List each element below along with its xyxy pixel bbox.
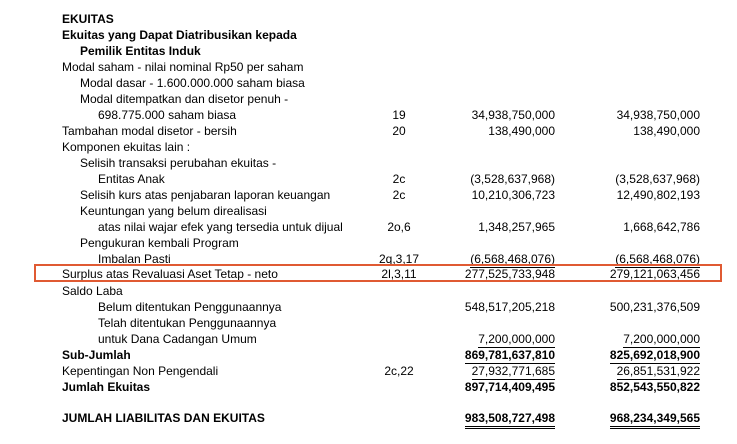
row-note: 2c — [392, 172, 406, 186]
row-value-current: 897,714,409,495 — [464, 380, 555, 394]
row-label: untuk Dana Cadangan Umum — [98, 332, 257, 346]
row-label: Imbalan Pasti — [98, 252, 171, 266]
row-label: Modal ditempatkan dan disetor penuh - — [80, 92, 289, 106]
row-value-current: 548,517,205,218 — [464, 300, 555, 314]
row-label: Telah ditentukan Penggunaannya — [98, 316, 277, 330]
row-note: 19 — [392, 108, 406, 122]
row-label: Selisih kurs atas penjabaran laporan keuangan — [80, 188, 331, 202]
appropriated-row — [0, 315, 737, 331]
row-label: Komponen ekuitas lain : — [62, 140, 191, 154]
row-label: Keuntungan yang belum direalisasi — [80, 204, 267, 218]
row-label: Tambahan modal disetor - bersih — [62, 124, 237, 138]
row-label: Sub-Jumlah — [62, 348, 131, 362]
row-label: Modal saham - nilai nominal Rp50 per saham — [62, 60, 304, 74]
non-controlling-row — [0, 363, 737, 379]
row-value-prior: (6,568,468,076) — [615, 252, 700, 266]
row-label: Kepentingan Non Pengendali — [62, 364, 219, 378]
row-value-prior: 825,692,018,900 — [609, 348, 700, 362]
row-value-current: 869,781,637,810 — [464, 348, 555, 362]
authorized-capital-row — [0, 75, 737, 91]
row-note: 2o,6 — [387, 220, 411, 234]
other-equity-row — [0, 139, 737, 155]
row-note: 2c — [392, 188, 406, 202]
row-label: Modal dasar - 1.600.000.000 saham biasa — [80, 76, 305, 90]
row-label: atas nilai wajar efek yang tersedia untuk dijual — [98, 220, 343, 234]
retained-earnings-row — [0, 283, 737, 299]
row-note: 2c,22 — [384, 364, 414, 378]
row-label: Belum ditentukan Penggunaannya — [98, 300, 282, 314]
row-value-prior: 138,490,000 — [633, 124, 700, 138]
remeasurement-row — [0, 235, 737, 251]
row-label: 698.775.000 saham biasa — [98, 108, 237, 122]
row-value-current: (3,528,637,968) — [470, 172, 555, 186]
subsidiary-equity-change-row — [0, 155, 737, 171]
row-label: Pengukuran kembali Program — [80, 236, 239, 250]
row-value-prior: 968,234,349,565 — [610, 410, 700, 429]
row-value-current: 138,490,000 — [488, 124, 555, 138]
row-value-prior: 26,851,531,922 — [616, 364, 700, 378]
row-value-current: 34,938,750,000 — [471, 108, 555, 122]
row-note: 20 — [392, 124, 406, 138]
parent-owners-row — [0, 43, 737, 59]
row-label: Saldo Laba — [62, 284, 123, 298]
row-value-current: 10,210,306,723 — [471, 188, 555, 202]
row-value-prior: (3,528,637,968) — [615, 172, 700, 186]
share-capital-row — [0, 59, 737, 75]
row-value-prior: 34,938,750,000 — [616, 108, 700, 122]
row-label: Pemilik Entitas Induk — [80, 44, 201, 58]
row-value-current: 7,200,000,000 — [478, 332, 555, 346]
equity-header-row — [0, 11, 737, 27]
row-label: Ekuitas yang Dapat Diatribusikan kepada — [62, 28, 297, 42]
row-label: Surplus atas Revaluasi Aset Tetap - neto — [62, 267, 278, 281]
total-liabilities-equity-row — [0, 410, 737, 426]
available-for-sale-row — [0, 219, 737, 235]
row-value-current: 983,508,727,498 — [465, 410, 555, 429]
subsidiary-entity-row — [0, 171, 737, 187]
row-value-prior: 500,231,376,509 — [609, 300, 700, 314]
row-value-prior: 7,200,000,000 — [623, 332, 700, 346]
unrealized-gain-row — [0, 203, 737, 219]
row-value-current: 277,525,733,948 — [464, 267, 555, 281]
row-note: 2l,3,11 — [381, 267, 417, 281]
row-label: Jumlah Ekuitas — [62, 380, 151, 394]
row-value-current: 1,348,257,965 — [478, 220, 555, 234]
row-value-prior: 12,490,802,193 — [616, 188, 700, 202]
subtotal-row — [0, 347, 737, 363]
row-value-prior: 1,668,642,786 — [623, 220, 700, 234]
row-label: Entitas Anak — [98, 172, 165, 186]
row-label: EKUITAS — [62, 12, 114, 26]
row-value-prior: 852,543,550,822 — [609, 380, 700, 394]
ordinary-shares-row — [0, 107, 737, 123]
issued-capital-row — [0, 91, 737, 107]
additional-paid-in-row — [0, 123, 737, 139]
exchange-difference-row — [0, 187, 737, 203]
general-reserve-row — [0, 331, 737, 347]
highlight-box — [34, 264, 722, 282]
row-label: JUMLAH LIABILITAS DAN EKUITAS — [62, 411, 265, 425]
row-value-current: (6,568,468,076) — [470, 252, 555, 266]
row-value-prior: 279,121,063,456 — [609, 267, 700, 281]
row-value-current: 27,932,771,685 — [471, 364, 555, 378]
row-label: Selisih transaksi perubahan ekuitas - — [80, 156, 277, 170]
total-equity-row — [0, 379, 737, 395]
row-note: 2q,3,17 — [378, 252, 420, 266]
unappropriated-row — [0, 299, 737, 315]
equity-attributable-row — [0, 27, 737, 43]
